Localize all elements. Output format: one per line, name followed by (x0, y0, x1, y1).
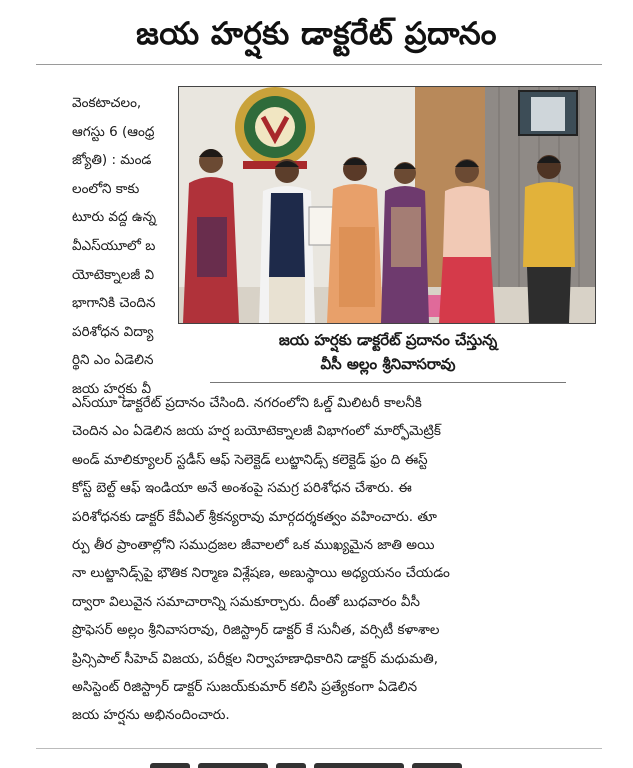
body-line: చెందిన ఎం ఏడెలిన జయ హర్ష బయోటెక్నాలజీ విభాగంలో మార్ఫోమెట్రిక్ (72, 423, 441, 440)
body-line: వీఎస్‌యూలో బ (72, 237, 156, 254)
news-photo (178, 86, 596, 324)
body-line: ర్పు తీర ప్రాంతాల్లోని సముద్రజల జీవాలలో ఒక ముఖ్యమైన జాతి అయి (72, 537, 435, 554)
article-body-wide (72, 389, 602, 730)
body-line: ప్రొఫెసర్ అల్లం శ్రీనివాసరావు, రిజిస్ట్రార్ డాక్టర్ కే సునీత, వర్సిటీ కళాశాల (72, 622, 440, 639)
body-line: ద్వారా విలువైన సమాచారాన్ని సమకూర్చారు. దీంతో బుధవారం వీసీ (72, 593, 420, 610)
body-line: జ్యోతి) : మండ (72, 152, 152, 169)
next-headline-fragment (150, 754, 490, 768)
body-line: వెంకటాచలం, (72, 95, 142, 111)
body-line: యోటెక్నాలజీ వి (72, 266, 155, 283)
body-line: ర్థిని ఎం ఏడెలిన (72, 352, 154, 369)
body-line: అసిస్టెంట్ రిజిస్ట్రార్ డాక్టర్ సుజయ్‌కుమార్ కలిసి ప్రత్యేకంగా ఏడెలిన (72, 679, 418, 696)
body-line: ప్రిన్సిపాల్ సీహెచ్ విజయ, పరీక్షల నిర్వాహణాధికారిని డాక్టర్ మధుమతి, (72, 650, 438, 667)
body-line: అండ్ మాలిక్యూలర్ స్టడీస్ ఆఫ్ సెలెక్టెడ్ లుట్జానిడ్స్ కలెక్టెడ్ ఫ్రం ది ఈస్ట్ (72, 451, 428, 468)
photo-caption (190, 328, 586, 376)
body-line: పరిశోధనకు డాక్టర్ కేవీఎల్ శ్రీకన్యరావు మార్గదర్శకత్వం వహించారు. తూ (72, 508, 437, 525)
body-line: జయ హర్షను అభినందించారు. (72, 707, 230, 724)
body-line: భాగానికి చెందిన (72, 295, 156, 312)
caption-line-1: జయ హర్షకు డాక్టరేట్ ప్రదానం చేస్తున్న (278, 331, 498, 349)
bottom-divider (36, 748, 602, 749)
body-line: ఆగస్టు 6 (ఆంధ్ర (72, 123, 155, 140)
body-line: టూరు వద్ద ఉన్న (72, 209, 157, 226)
body-line: ఎస్‌యూ డాక్టరేట్ ప్రదానం చేసింది. నగరంలోని ఓల్డ్ మిలిటరీ కాలనీకి (72, 395, 422, 411)
headline: జయ హర్షకు డాక్టరేట్ ప్రదానం (136, 16, 497, 52)
body-line: జయ హర్షకు వీ (72, 380, 152, 397)
article-body-narrow-column (72, 89, 174, 404)
caption-line-2: వీసీ అల్లం శ్రీనివాసరావు (320, 355, 456, 373)
body-line: కోస్ట్ బెల్ట్ ఆఫ్ ఇండియా అనే అంశంపై సమగ్ర పరిశోధన చేశారు. ఈ (72, 480, 412, 497)
headline-divider (36, 64, 602, 65)
body-line: లంలోని కాకు (72, 180, 140, 197)
caption-underline (210, 382, 566, 383)
body-line: పరిశోధన విద్యా (72, 323, 154, 340)
body-line: నా లుట్జానిడ్స్‌పై భౌతిక నిర్మాణ విశ్లేషణ, అణుస్థాయి అధ్యయనం చేయడం (72, 565, 450, 582)
